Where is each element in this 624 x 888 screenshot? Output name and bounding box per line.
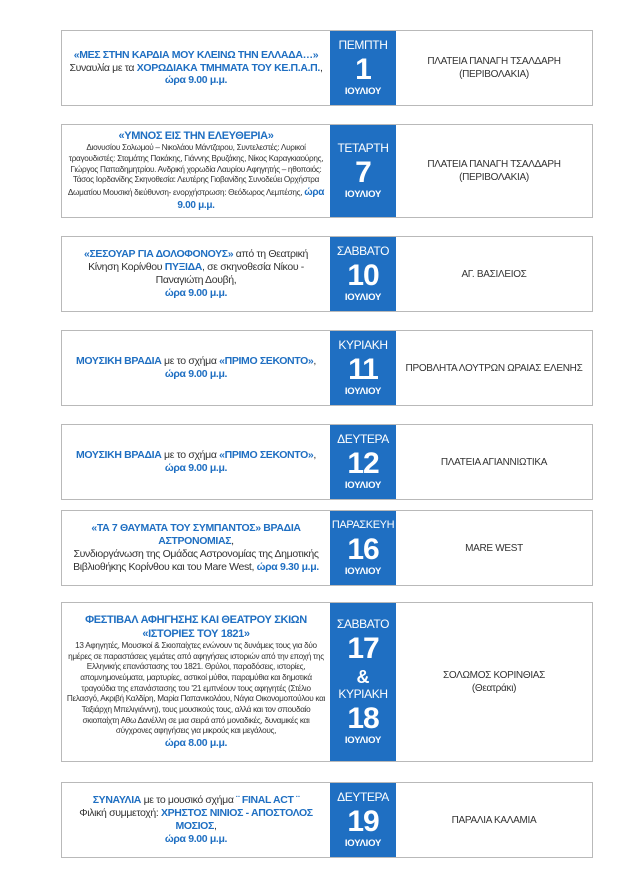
- event-row: [61, 602, 593, 762]
- event-text: Βιβλιοθήκης Κορίνθου και του Mare West,: [73, 560, 257, 573]
- event-venue: [396, 331, 592, 405]
- event-month: ΙΟΥΛΙΟΥ: [344, 86, 382, 98]
- event-day-number: 12: [347, 447, 379, 481]
- event-venue: [396, 425, 592, 499]
- venue-name: ΠΡΟΒΛΗΤΑ ΛΟΥΤΡΩΝ ΩΡΑΙΑΣ ΕΛΕΝΗΣ: [405, 362, 583, 374]
- event-title: ΜΟΥΣΙΚΗ ΒΡΑΔΙΑ: [76, 449, 162, 462]
- event-day-number: 19: [347, 805, 379, 839]
- event-performer: ΧΟΡΩΔΙΑΚΑ ΤΜΗΜΑΤΑ ΤΟΥ ΚΕ.Π.Α.Π.: [136, 61, 320, 74]
- event-title: ΦΕΣΤΙΒΑΛ ΑΦΗΓΗΣΗΣ ΚΑΙ ΘΕΑΤΡΟΥ ΣΚΙΩΝ «ΙΣΤΟΡΙΕΣ ΤΟΥ 1821»: [85, 614, 307, 640]
- event-title: ΜΟΥΣΙΚΗ ΒΡΑΔΙΑ: [76, 355, 162, 368]
- event-description: [62, 603, 330, 761]
- event-row: [61, 330, 593, 406]
- event-venue: [396, 125, 592, 217]
- event-date-box: [330, 237, 396, 311]
- event-description: [62, 125, 330, 217]
- event-row: [61, 510, 593, 586]
- venue-detail: (ΠΕΡΙΒΟΛΑΚΙΑ): [459, 69, 529, 80]
- event-performer: ΠΥΞΙΔΑ: [164, 261, 203, 274]
- event-title: «ΜΕΣ ΣΤΗΝ ΚΑΡΔΙΑ ΜΟΥ ΚΛΕΙΝΩ ΤΗΝ ΕΛΛΑΔΑ…»: [73, 48, 319, 61]
- event-performer: ¨ FINAL ACT ¨: [236, 794, 300, 807]
- event-weekday: ΔΕΥΤΕΡΑ: [337, 432, 389, 447]
- event-weekday: ΣΑΒΒΑΤΟ: [336, 244, 390, 259]
- event-day-number: 11: [348, 353, 378, 387]
- event-weekday: ΔΕΥΤΕΡΑ: [337, 790, 389, 805]
- event-text: με το σχήμα: [161, 449, 220, 462]
- event-day-number: 10: [347, 259, 379, 293]
- event-time: ώρα 9.00 μ.μ.: [164, 74, 228, 87]
- event-text: , σε σκηνοθεσία Νίκου - Παναγιώτη Δουβή,: [155, 261, 304, 286]
- event-description: [62, 331, 330, 405]
- event-row: [61, 30, 593, 106]
- event-date-box: [330, 425, 396, 499]
- venue-name: MARE WEST: [465, 542, 523, 554]
- event-row: [61, 424, 593, 500]
- event-title: ΣΥΝΑΥΛΙΑ: [92, 794, 141, 807]
- event-title: «ΤΑ 7 ΘΑΥΜΑΤΑ ΤΟΥ ΣΥΜΠΑΝΤΟΣ» ΒΡΑΔΙΑ ΑΣΤΡΟΝΟΜΙΑΣ: [91, 522, 301, 548]
- event-day-number: 1: [355, 53, 371, 87]
- event-time: ώρα 8.00 μ.μ.: [164, 736, 228, 749]
- event-text: Κίνηση Κορίνθου: [88, 261, 165, 274]
- event-day-number: 7: [355, 156, 371, 190]
- event-description: [62, 511, 330, 585]
- event-weekday: ΤΕΤΑΡΤΗ: [337, 141, 389, 156]
- event-time: ώρα 9.30 μ.μ.: [256, 560, 319, 573]
- event-text: Φιλική συμμετοχή:: [79, 807, 161, 820]
- event-date-box: [330, 31, 396, 105]
- event-time: ώρα 9.00 μ.μ.: [164, 462, 228, 474]
- event-weekday: ΣΑΒΒΑΤΟ: [336, 617, 390, 632]
- event-venue: [396, 511, 592, 585]
- event-row: [61, 782, 593, 858]
- event-text: Διονυσίου Σολωμού – Νικολάου Μάντζαρου, Συντελεστές: Λυρικοί τραγουδιστές: Σταμάτης Πακάκης, Γιάννης Βρυζάκης, Νίκος Καραγκιαούρης, Γιώργος Παπαδημητρίου. Ανδρική χορωδία Λαυρίου Αφηγητής – ηθοποιός: Τάσος Ιορδανίδης Σκηνοθεσία: Λευτέρης Γιοβανίδης Συνοδεύει Ορχήστρα Δωματίου Μουσική διεύθυνση- ενορχήστρωση: Θεόδωρος Λεμπέσης,: [67, 143, 324, 198]
- event-date-box: [330, 603, 396, 761]
- event-day-number: 17: [347, 632, 379, 666]
- event-date-box: [330, 331, 396, 405]
- event-date-box: [330, 125, 396, 217]
- venue-name: ΣΟΛΩΜΟΣ ΚΟΡΙΝΘΙΑΣ: [442, 670, 546, 681]
- event-month: ΙΟΥΛΙΟΥ: [344, 735, 382, 747]
- event-text: με το σχήμα: [161, 355, 220, 368]
- event-text: ,: [313, 355, 316, 368]
- event-performer: ΧΡΗΣΤΟΣ ΝΙΝΙΟΣ - ΑΠΟΣΤΟΛΟΣ ΜΟΣΙΟΣ: [161, 807, 313, 832]
- event-date-box: [330, 511, 396, 585]
- event-description: [62, 783, 330, 857]
- venue-name: ΠΛΑΤΕΙΑ ΠΑΝΑΓΗ ΤΣΑΛΔΑΡΗ: [427, 56, 561, 67]
- event-month: ΙΟΥΛΙΟΥ: [344, 565, 382, 577]
- event-row: [61, 236, 593, 312]
- event-text: Συναυλία με τα: [69, 61, 137, 74]
- event-venue: [396, 603, 592, 761]
- event-weekday: ΠΕΜΠΤΗ: [338, 38, 388, 53]
- event-weekday-2: ΚΥΡΙΑΚΗ: [338, 687, 388, 702]
- event-text: 13 Αφηγητές, Μουσικοί & Σκιοπαίχτες ενώνουν τις δυνάμεις τους για δύο ημέρες σε παραστάσεις γεμάτες από αφηγήσεις ιστοριών από την εποχή της Ελληνικής επανάστασης του 1821. Θρύλοι, παραδόσεις, ιστορίες, απομνημονεύματα, μαρτυρίες, αστικοί μύθοι, παραμύθια και δημοτικά τραγούδια της επανάστασης του '21 εμπνέουν τους αφηγητές (Στέλιο Πελασγό, Ακριβή Καλδίρη, Μαρία Παπανικολάου, Νάγια Οικονομοπούλου και Ταξιάρχη Μπελιγιάννη), τους μουσικούς τους, αλλά και τον σπουδαίο σκιοπαίχτη Αθω Δανέλλη σε μια σειρά από μοναδικές, δυναμικές και σύγχρονες αφηγήσεις για μικρούς και μεγάλους,: [66, 641, 326, 736]
- event-title: «ΣΕΣΟΥΑΡ ΓΙΑ ΔΟΛΟΦΟΝΟΥΣ»: [83, 248, 234, 261]
- venue-name: ΑΓ. ΒΑΣΙΛΕΙΟΣ: [461, 268, 527, 280]
- event-month: ΙΟΥΛΙΟΥ: [344, 292, 382, 304]
- event-description: [62, 425, 330, 499]
- event-month: ΙΟΥΛΙΟΥ: [344, 838, 382, 850]
- event-text: ,: [313, 449, 316, 462]
- event-venue: [396, 237, 592, 311]
- event-time: ώρα 9.00 μ.μ.: [164, 368, 228, 380]
- event-month: ΙΟΥΛΙΟΥ: [344, 480, 382, 492]
- event-time: ώρα 9.00 μ.μ.: [177, 187, 325, 212]
- event-text: ,: [213, 820, 217, 832]
- event-month: ΙΟΥΛΙΟΥ: [344, 189, 382, 201]
- event-title: «ΥΜΝΟΣ ΕΙΣ ΤΗΝ ΕΛΕΥΘΕΡΙΑ»: [118, 129, 274, 142]
- venue-detail: (Θεατράκι): [471, 683, 517, 694]
- event-performer: «ΠΡΙΜΟ ΣΕΚΟΝΤΟ»: [219, 355, 314, 368]
- event-time: ώρα 9.00 μ.μ.: [164, 286, 228, 299]
- event-weekday: ΠΑΡΑΣΚΕΥΗ: [331, 518, 395, 531]
- event-weekday: ΚΥΡΙΑΚΗ: [338, 338, 388, 353]
- event-date-box: [330, 783, 396, 857]
- venue-detail: (ΠΕΡΙΒΟΛΑΚΙΑ): [459, 172, 529, 183]
- event-day-number-2: 18: [347, 702, 379, 736]
- event-text: ,: [319, 61, 323, 74]
- event-performer: «ΠΡΙΜΟ ΣΕΚΟΝΤΟ»: [219, 449, 314, 462]
- event-time: ώρα 9.00 μ.μ.: [164, 832, 228, 845]
- venue-name: ΠΛΑΤΕΙΑ ΑΓΙΑΝΝΙΩΤΙΚΑ: [440, 456, 548, 468]
- event-description: [62, 31, 330, 105]
- event-month: ΙΟΥΛΙΟΥ: [344, 386, 382, 398]
- event-text: ,: [231, 535, 234, 548]
- event-text: με το μουσικό σχήμα: [141, 794, 237, 807]
- event-date-joiner: &: [356, 667, 370, 688]
- venue-name: ΠΛΑΤΕΙΑ ΠΑΝΑΓΗ ΤΣΑΛΔΑΡΗ: [427, 159, 561, 170]
- event-venue: [396, 783, 592, 857]
- event-text: Συνδιοργάνωση της Ομάδας Αστρονομίας της Δημοτικής: [73, 548, 319, 560]
- event-venue: [396, 31, 592, 105]
- event-day-number: 16: [347, 532, 379, 566]
- event-text: από τη Θεατρική: [233, 248, 308, 261]
- event-description: [62, 237, 330, 311]
- event-row: [61, 124, 593, 218]
- venue-name: ΠΑΡΑΛΙΑ ΚΑΛΑΜΙΑ: [451, 814, 537, 826]
